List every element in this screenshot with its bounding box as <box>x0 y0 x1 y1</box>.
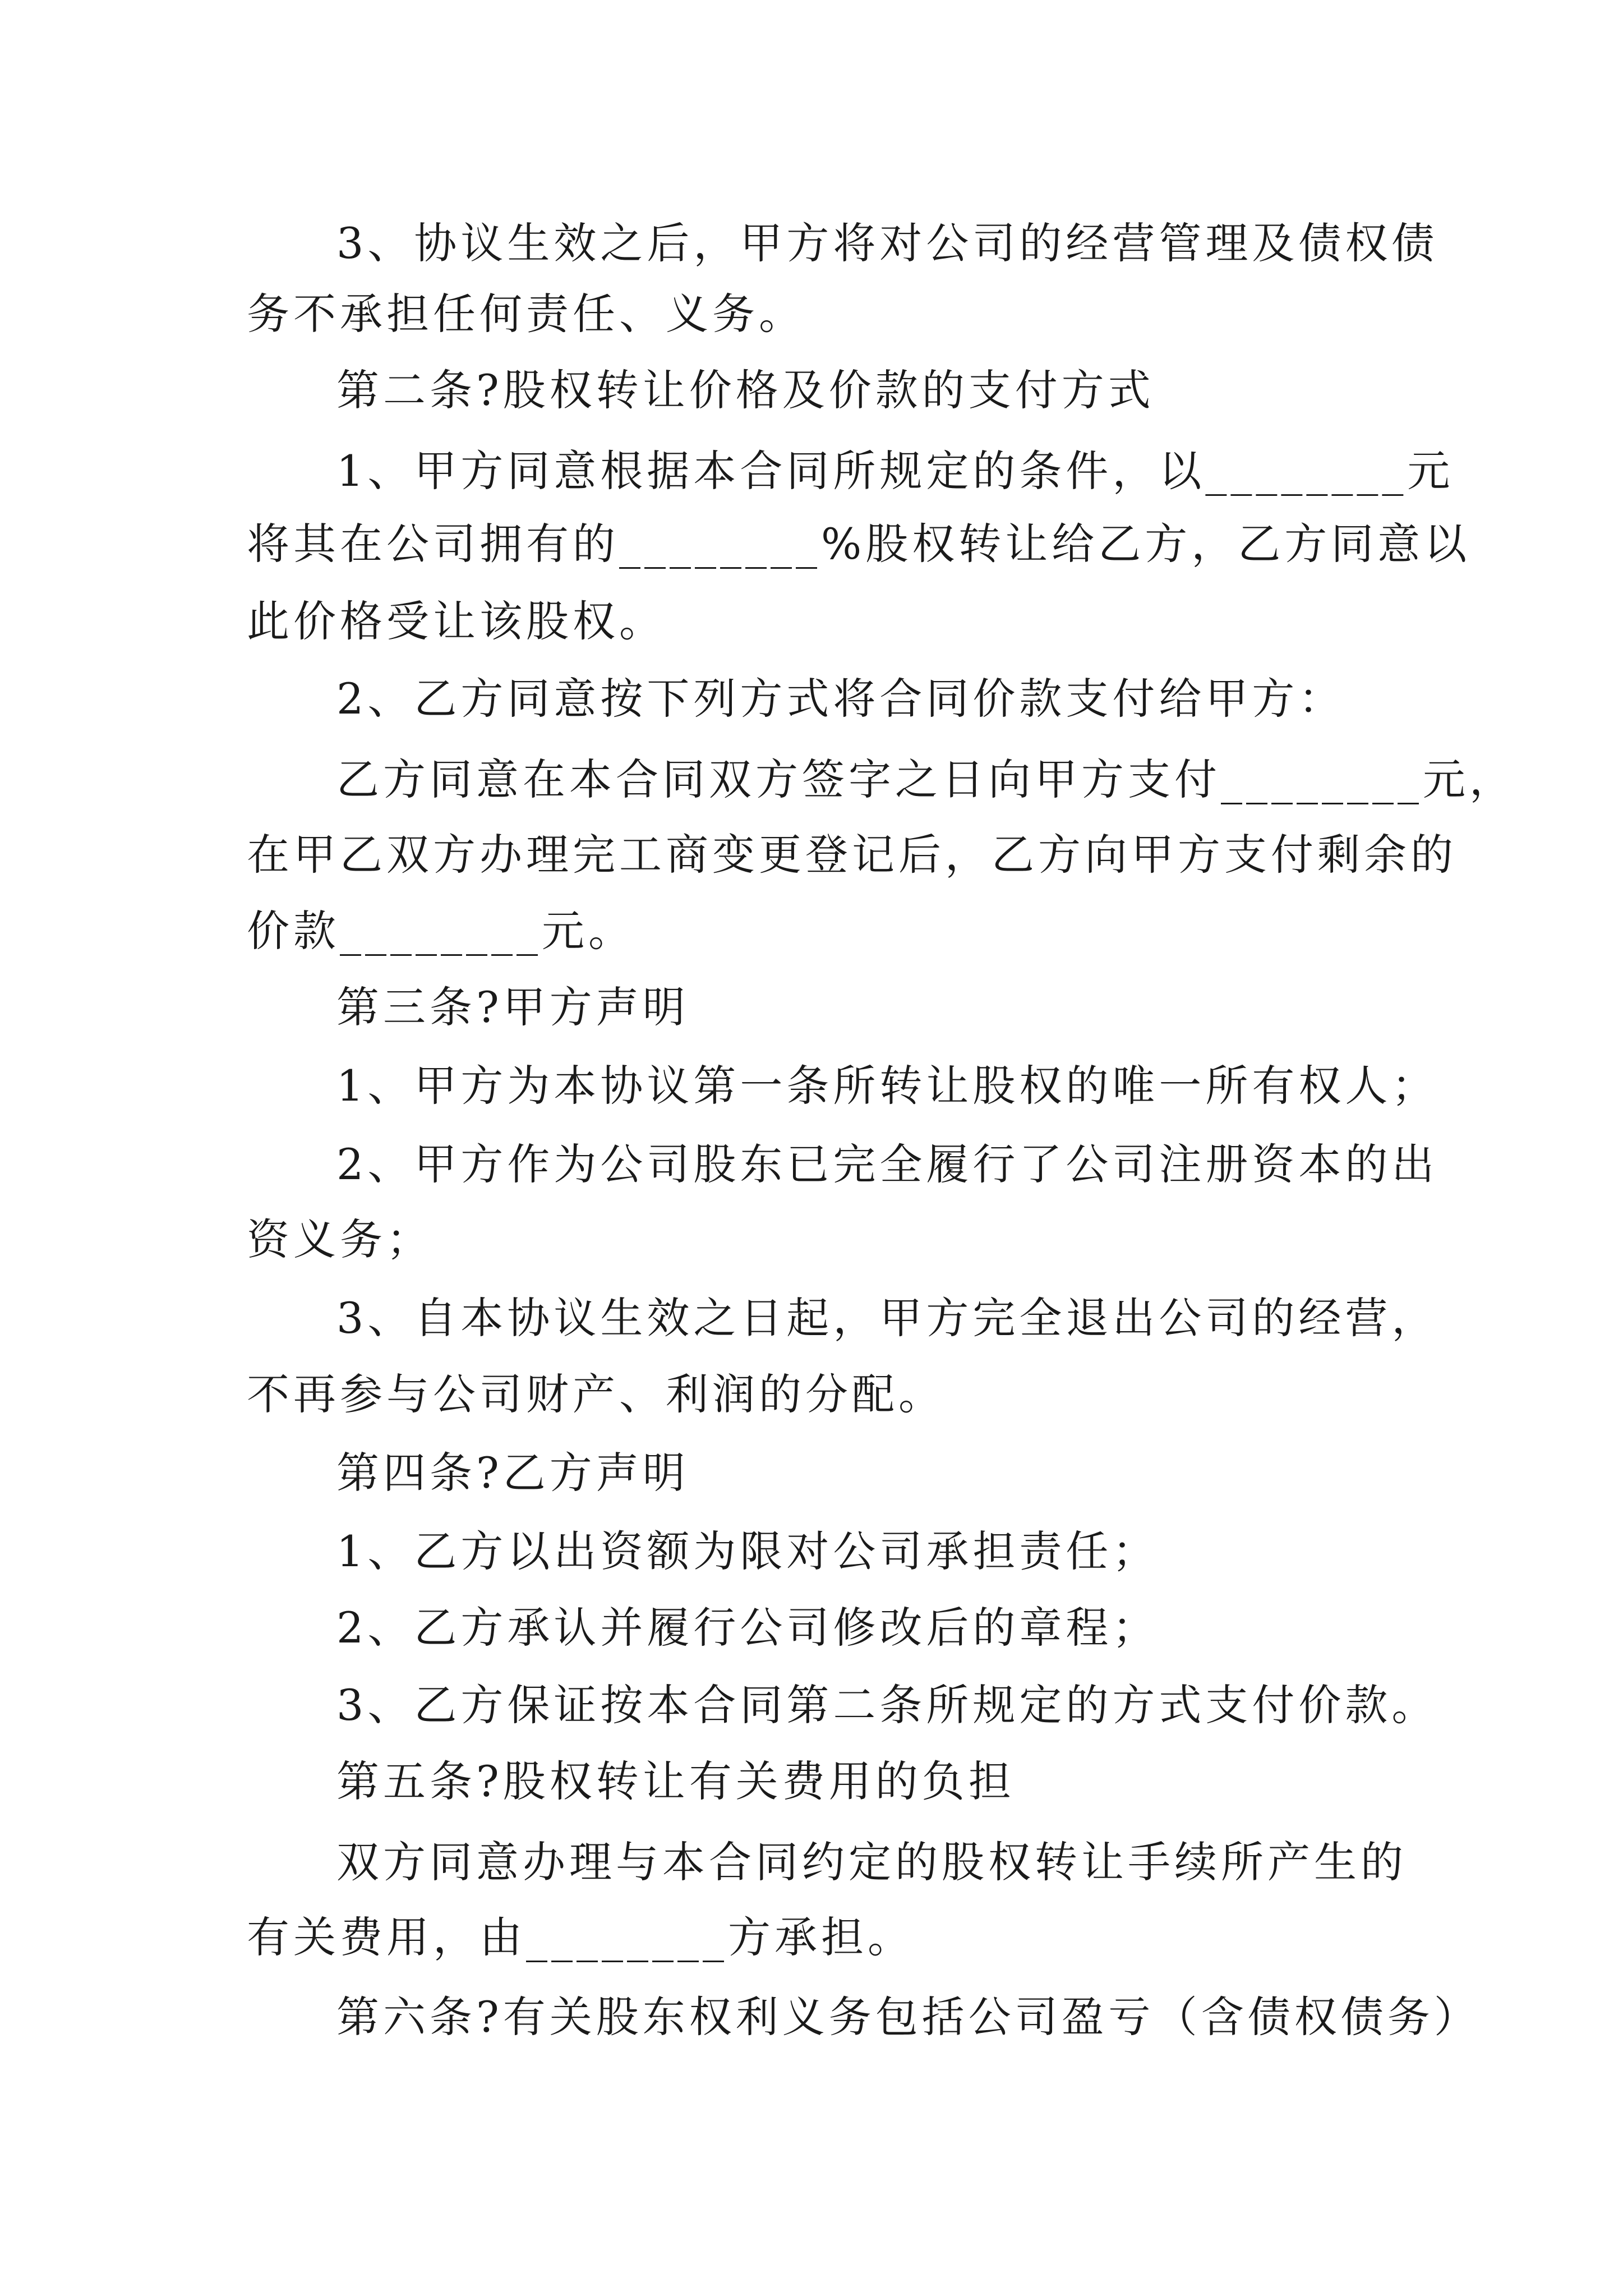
text-line: 1、甲方为本协议第一条所转让股权的唯一所有权人； <box>336 1061 1438 1111</box>
section-heading: 第四条?乙方声明 <box>336 1448 689 1498</box>
section-heading: 第二条?股权转让价格及价款的支付方式 <box>336 365 1155 415</box>
text-line: 有关费用，由________方承担。 <box>247 1912 914 1962</box>
text-line: 2、乙方同意按下列方式将合同价款支付给甲方： <box>336 674 1345 724</box>
section-heading: 第六条?有关股东权利义务包括公司盈亏（含债权债务） <box>336 1992 1481 2042</box>
text-line: 在甲乙双方办理完工商变更登记后，乙方向甲方支付剩余的 <box>247 830 1457 880</box>
text-line: 价款________元。 <box>247 906 635 956</box>
text-line: 2、甲方作为公司股东已完全履行了公司注册资本的出 <box>336 1139 1438 1189</box>
text-line: 不再参与公司财产、利润的分配。 <box>247 1369 945 1419</box>
text-line: 2、乙方承认并履行公司修改后的章程； <box>336 1603 1159 1653</box>
section-heading: 第三条?甲方声明 <box>336 982 689 1032</box>
section-heading: 第五条?股权转让有关费用的负担 <box>336 1756 1015 1806</box>
text-line: 将其在公司拥有的________%股权转让给乙方，乙方同意以 <box>247 519 1471 569</box>
text-line: 3、乙方保证按本合同第二条所规定的方式支付价款。 <box>336 1680 1438 1730</box>
text-line: 3、协议生效之后，甲方将对公司的经营管理及债权债 <box>336 218 1438 268</box>
text-line: 务不承担任何责任、义务。 <box>247 289 805 339</box>
text-line: 1、甲方同意根据本合同所规定的条件，以________元 <box>336 446 1454 496</box>
text-line: 乙方同意在本合同双方签字之日向甲方支付________元， <box>336 754 1516 804</box>
text-line: 1、乙方以出资额为限对公司承担责任； <box>336 1526 1159 1576</box>
text-line: 双方同意办理与本合同约定的股权转让手续所产生的 <box>336 1837 1407 1887</box>
text-line: 资义务； <box>247 1214 433 1264</box>
text-line: 3、自本协议生效之日起，甲方完全退出公司的经营， <box>336 1293 1438 1343</box>
text-line: 此价格受让该股权。 <box>247 596 666 646</box>
